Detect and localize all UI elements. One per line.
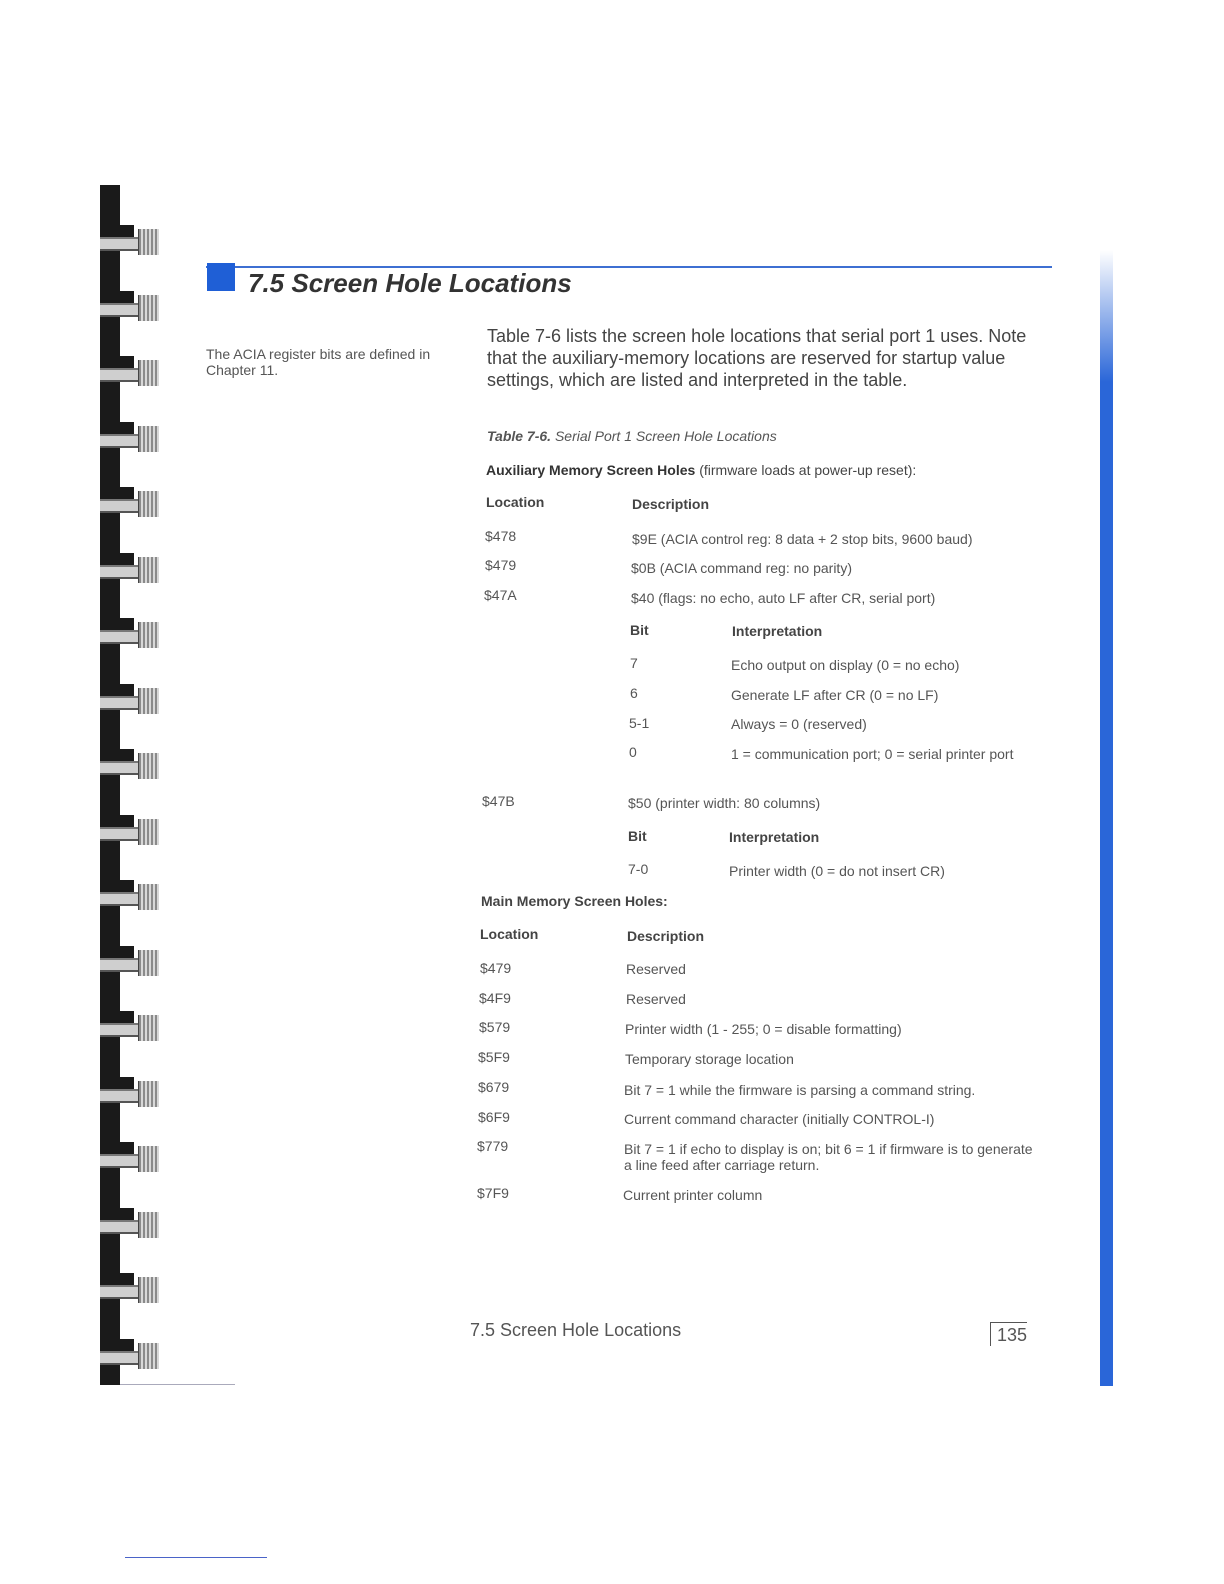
binding-ring xyxy=(100,225,158,263)
main-loc: $579 xyxy=(479,1019,511,1035)
binding-ring xyxy=(100,422,158,460)
main-loc: $7F9 xyxy=(477,1185,509,1201)
aux-col-description: Description xyxy=(632,496,710,512)
page-number: 135 xyxy=(990,1322,1027,1346)
running-footer: 7.5 Screen Hole Locations xyxy=(470,1320,682,1340)
main-desc: Current printer column xyxy=(623,1187,763,1203)
table-caption-label: Table 7-6. xyxy=(487,428,552,444)
bit-value: 6 xyxy=(630,685,638,701)
aux-loc: $47B xyxy=(482,793,515,809)
page-edge-tab xyxy=(1100,182,1113,1386)
main-desc: Reserved xyxy=(626,991,686,1007)
bit-value: 7-0 xyxy=(628,861,649,877)
aux-loc: $47A xyxy=(484,587,517,603)
bit-value: 7 xyxy=(630,655,638,671)
heading-square-marker xyxy=(207,263,235,291)
main-col-location: Location xyxy=(480,926,539,942)
table-caption xyxy=(487,428,777,444)
main-desc: Temporary storage location xyxy=(625,1051,794,1067)
table-caption-text: Serial Port 1 Screen Hole Locations xyxy=(554,428,777,444)
binding-ring xyxy=(100,880,158,918)
binding-ring xyxy=(100,1339,158,1377)
main-loc: $6F9 xyxy=(478,1109,510,1125)
binding-ring xyxy=(100,1273,158,1311)
main-col-description: Description xyxy=(627,928,705,944)
binding-ring xyxy=(100,291,158,329)
bit-interpretation: 1 = communication port; 0 = serial printer port xyxy=(731,746,1014,762)
aux-subtitle: (firmware loads at power-up reset): xyxy=(699,462,917,478)
aux-desc: $50 (printer width: 80 columns) xyxy=(628,795,821,811)
binding-ring xyxy=(100,946,158,984)
aux-col-location: Location xyxy=(486,494,545,510)
binding-ring xyxy=(100,1208,158,1246)
binding-ring xyxy=(100,1011,158,1049)
main-loc: $4F9 xyxy=(479,990,511,1006)
bits47a-col-interp: Interpretation xyxy=(732,623,823,639)
main-desc: Current command character (initially CONTROL-I) xyxy=(624,1111,935,1127)
bit-interpretation: Always = 0 (reserved) xyxy=(731,716,867,732)
binding-ring xyxy=(100,684,158,722)
bit-value: 0 xyxy=(629,744,637,760)
main-loc: $5F9 xyxy=(478,1049,510,1065)
aux-section-title xyxy=(486,462,916,478)
aux-desc: $40 (flags: no echo, auto LF after CR, serial port) xyxy=(631,590,936,606)
binding-ring xyxy=(100,618,158,656)
bit-interpretation: Generate LF after CR (0 = no LF) xyxy=(731,687,939,703)
intro-paragraph: Table 7-6 lists the screen hole locations that serial port 1 uses. Note that the auxiliary-memory locations are reserved for startup value settings, which are listed and interpreted in the table. xyxy=(487,326,1027,390)
bit-value: 5-1 xyxy=(629,715,650,731)
binding-ring xyxy=(100,356,158,394)
binding-ring xyxy=(100,487,158,525)
binding-ring xyxy=(100,749,158,787)
main-desc: Bit 7 = 1 if echo to display is on; bit 6 = 1 if firmware is to generate a line feed after carriage return. xyxy=(624,1141,1033,1173)
bits47b-col-bit: Bit xyxy=(628,828,647,844)
main-loc: $479 xyxy=(480,960,512,976)
page-bottom-edge xyxy=(120,1384,235,1385)
bits47b-col-interp: Interpretation xyxy=(729,829,820,845)
main-desc: Bit 7 = 1 while the firmware is parsing a command string. xyxy=(624,1082,976,1098)
main-loc: $679 xyxy=(478,1079,510,1095)
main-desc: Reserved xyxy=(626,961,686,977)
main-loc: $779 xyxy=(477,1138,509,1154)
section-heading: 7.5 Screen Hole Locations xyxy=(248,268,572,298)
margin-note: The ACIA register bits are defined in Chapter 11. xyxy=(206,346,431,378)
aux-desc: $0B (ACIA command reg: no parity) xyxy=(631,560,852,576)
bit-interpretation: Echo output on display (0 = no echo) xyxy=(731,657,960,673)
binding-ring xyxy=(100,1077,158,1115)
binding-ring xyxy=(100,815,158,853)
binding-ring xyxy=(100,553,158,591)
main-desc: Printer width (1 - 255; 0 = disable formatting) xyxy=(625,1021,902,1037)
main-section-title: Main Memory Screen Holes: xyxy=(481,893,668,909)
scan-artifact-line xyxy=(125,1557,267,1558)
binding-ring xyxy=(100,1142,158,1180)
bit-interpretation: Printer width (0 = do not insert CR) xyxy=(729,863,945,879)
aux-loc: $479 xyxy=(485,557,517,573)
bits47a-col-bit: Bit xyxy=(630,622,649,638)
aux-loc: $478 xyxy=(485,528,517,544)
aux-title: Auxiliary Memory Screen Holes xyxy=(486,462,696,478)
aux-desc: $9E (ACIA control reg: 8 data + 2 stop bits, 9600 baud) xyxy=(632,531,973,547)
